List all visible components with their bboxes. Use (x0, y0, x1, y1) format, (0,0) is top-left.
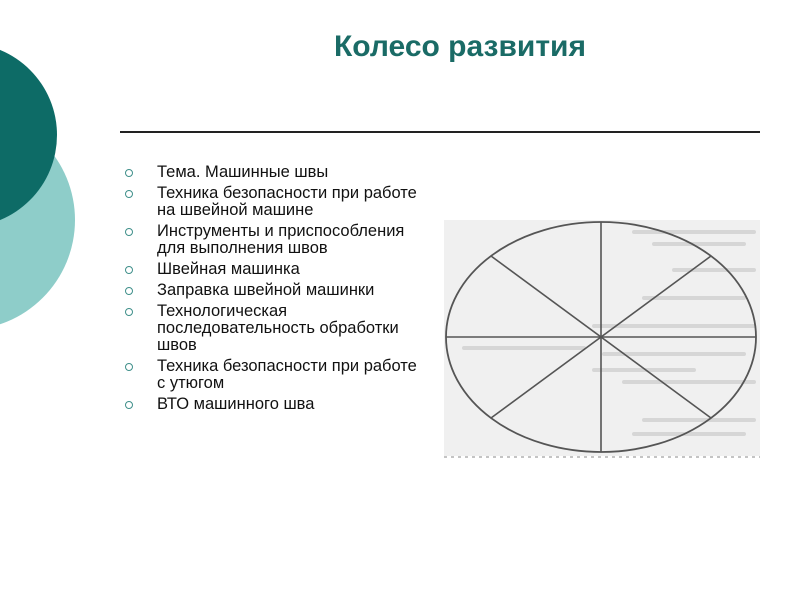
list-item (125, 185, 425, 219)
list-item (125, 396, 425, 413)
bullet-icon (125, 228, 133, 236)
list-item-text: Техника безопасности при работе с утюгом (157, 357, 417, 392)
list-item-text: Швейная машинка (157, 260, 300, 278)
list-item (125, 303, 425, 354)
bullet-icon (125, 190, 133, 198)
list-item-text: Техника безопасности при работе на швейной машине (157, 184, 417, 219)
list-item-text: ВТО машинного шва (157, 395, 315, 413)
bullet-icon (125, 266, 133, 274)
topic-list (125, 164, 425, 417)
bullet-icon (125, 308, 133, 316)
list-item (125, 358, 425, 392)
list-item (125, 164, 425, 181)
bullet-icon (125, 287, 133, 295)
list-item-text: Инструменты и приспособления для выполнения швов (157, 222, 405, 257)
slide-title: Колесо развития (334, 30, 586, 63)
title-divider (120, 131, 760, 133)
bullet-icon (125, 363, 133, 371)
list-item-text: Тема. Машинные швы (157, 163, 329, 181)
list-item-text: Заправка швейной машинки (157, 281, 375, 299)
list-item (125, 282, 425, 299)
wheel-diagram-image (444, 220, 760, 460)
list-item (125, 223, 425, 257)
bullet-icon (125, 401, 133, 409)
list-item-text: Технологическая последовательность обработки швов (157, 302, 399, 354)
decorative-circles (0, 0, 130, 360)
list-item (125, 261, 425, 278)
bullet-icon (125, 169, 133, 177)
